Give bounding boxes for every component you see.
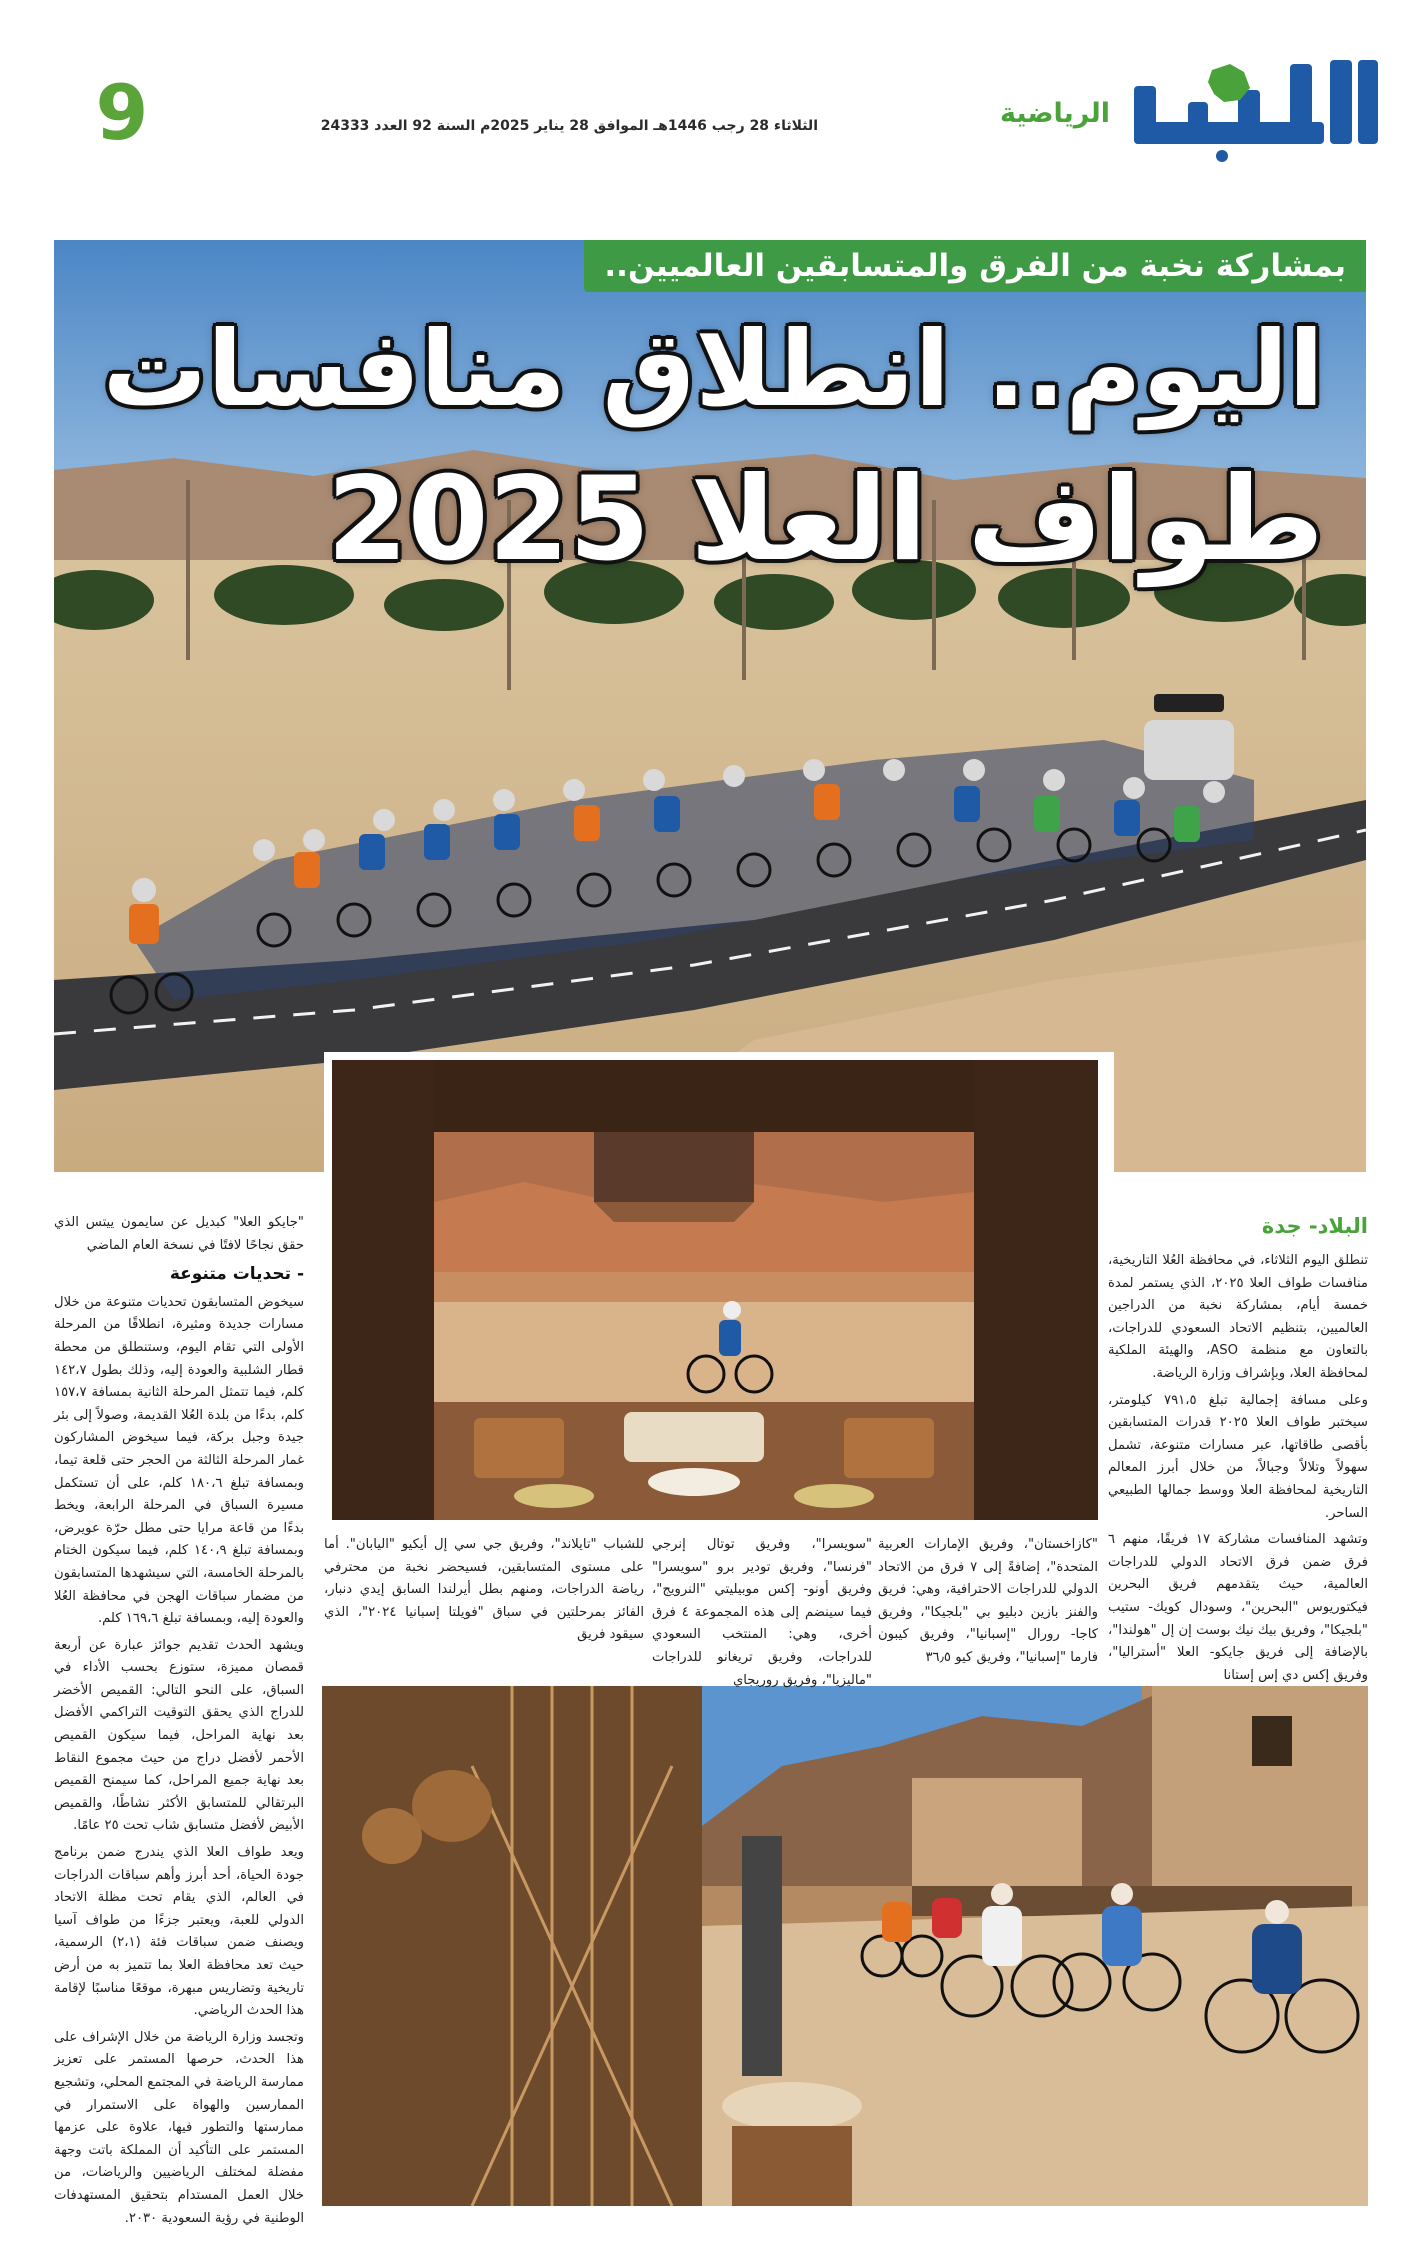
- article-column-right: [1108, 1250, 1368, 1691]
- paragraph: "جايكو العلا" كبديل عن سايمون ييتس الذي حقق نجاحًا لافتًا في نسخة العام الماضي: [54, 1215, 304, 1253]
- newspaper-logo: [1130, 50, 1380, 170]
- paragraph: للشباب "تايلاند"، وفريق جي سي إل أيكيو "اليابان". أما على مستوى المتسابقين، فسيحضر نخبة من محترفي رياضة الدراجات، ومنهم بطل أيرلندا السابق إيدي دنبار، الفائز بمرحلتين في سباق "فويلتا إسبانيا ٢٠٢٤"، الذي سيقود فريق: [324, 1537, 644, 1643]
- article-column-mid-3: [324, 1534, 644, 1651]
- paragraph: وتشهد المنافسات مشاركة ١٧ فريقًا، منهم ٦ فرق ضمن فرق الاتحاد الدولي للدراجات العالمية، حيث يتقدمهم فريق البحرين فيكتوريوس "البحرين"، وسودال كويك- ستيب "بلجيكا"، وفريق بيك نيك بوست إن إل "هولندا"، بالإضافة إلى فريق جايكو- العلا "أستراليا"، وفريق إكس دي إس إستانا: [1108, 1532, 1368, 1683]
- old-town-peloton-photo: [322, 1686, 1368, 2206]
- dateline: الثلاثاء 28 رجب 1446هـ الموافق 28 يناير 2025م السنة 92 العدد 24333: [320, 118, 818, 134]
- byline: البلاد- جدة: [1261, 1214, 1368, 1238]
- paragraph: تنطلق اليوم الثلاثاء، في محافظة العُلا التاريخية، منافسات طواف العلا ٢٠٢٥، الذي يستمر لمدة خمسة أيام، بمشاركة نخبة من الدراجين العالميين، بتنظيم الاتحاد السعودي للدراجات، بالتعاون مع منظمة ASO، والهيئة الملكية لمحافظة العلا، وبإشراف وزارة الرياضة.: [1108, 1253, 1368, 1381]
- headline-line-1: اليوم.. انطلاق منافسات: [102, 308, 1324, 430]
- subheading: - تحديات متنوعة: [169, 1264, 304, 1285]
- paragraph: ويعد طواف العلا الذي يندرج ضمن برنامج جودة الحياة، أحد أبرز وأهم سباقات الدراجات في العالم، الذي يقام تحت مظلة الاتحاد الدولي للعبة، ويعتبر جزءًا من طواف آسيا ويصنف ضمن سباقات فئة (٢،١) الرسمية، حيث تعد محافظة العلا بما تتميز به من أرض تاريخية وتضاريس مبهرة، موقعًا مناسبًا لإقامة هذا الحدث الرياضي.: [54, 1845, 304, 2019]
- paragraph: "كازاخستان"، وفريق الإمارات العربية المتحدة"، إضافةً إلى ٧ فرق من الاتحاد الدولي للدراجات الاحترافية، وهي: فريق والفنز بازين دبليو بي "بلجيكا"، وفريق كاجا- رورال "إسبانيا"، وفريق كيبون فارما "إسبانيا"، وفريق كيو ٣٦٫٥: [878, 1537, 1098, 1665]
- paragraph: وعلى مسافة إجمالية تبلغ ٧٩١،٥ كيلومتر، سيختبر طواف العلا ٢٠٢٥ قدرات المتسابقين بأقصى طاقاتها، عبر مسارات متنوعة، تشمل سهولاً وتلالاً وجبالاً، من خلال أبرز المعالم التاريخية لمحافظة العلا ووسط جمالها الطبيعي الساحر.: [1108, 1392, 1368, 1521]
- doorway-cyclist-photo: [324, 1052, 1114, 1528]
- page-number: 9: [95, 68, 149, 157]
- paragraph: ويشهد الحدث تقديم جوائز عبارة عن أربعة قمصان مميزة، ستوزع بحسب الأداء في السباق، على النحو التالي: القميص الأخضر للدراج الذي يحقق التوقيت التراكمي الأفضل بعد نهاية المراحل، فيما سيكون القميص الأحمر لأفضل دراج من حيث مجموع النقاط بعد نهاية جميع المراحل، كما سيمنح القميص البرتقالي للمتسابق الأكثر نشاطًا، والقميص الأبيض لأفضل متسابق شاب تحت ٢٥ عامًا.: [54, 1637, 304, 1834]
- paragraph: "سويسرا"، وفريق توتال إنرجي "فرنسا"، وفريق تودير برو "سويسرا" وفريق أونو- إكس موبيليتي "النرويج"، فيما سينضم إلى هذه المجموعة ٤ فرق أخرى، وهي: المنتخب السعودي للدراجات، وفريق تريغانو للدراجات "ماليزيا"، وفريق روريجاي: [652, 1537, 872, 1688]
- paragraph: وتجسد وزارة الرياضة من خلال الإشراف على هذا الحدث، حرصها المستمر على تعزيز ممارسة الرياضة في المجتمع المحلي، وتشجيع الممارسين والهواة على الاستمرار في ممارستها والتطور فيها، علاوة على عزمها المستمر على التأكيد أن المملكة باتت وجهة مفضلة لمختلف الرياضيين والرياضات، من خلال العمل المستدام بتحقيق المستهدفات الوطنية في رؤية السعودية ٢٠٣٠.: [54, 2029, 304, 2226]
- paragraph: سيخوض المتسابقون تحديات متنوعة من خلال مسارات جديدة ومثيرة، انطلاقًا من المرحلة الأولى التي تقام اليوم، وستنطلق من محطة قطار الشلبية والعودة إليه، وذلك بطول ١٤٢،٧ كلم، فيما تتمثل المرحلة الثانية بمسافة ١٥٧،٧ كلم، بدءًا من بلدة العُلا القديمة، وصولاً إلى بئر جيدة وجبل بركة، فيما سيخوض المشاركون غمار المرحلة الثالثة من الحجر حتى قلعة تيما، وبمسافة تبلغ ١٨٠،٦ كلم، على أن تستكمل مسيرة السباق في المرحلة الرابعة، ويخط بدءًا من قاعة مرايا حتى مطل حرّة عويرض، وبمسافة تبلغ ١٤٠،٩ كلم، فيما سيكون الختام بالمرحلة الخامسة، التي سيشهدها المتسابقون من مضمار سباقات الهجن في محافظة العُلا والعودة إليه، وبمسافة تبلغ ١٦٩،٦ كلم.: [54, 1294, 304, 1627]
- section-label: الرياضية: [1000, 98, 1110, 129]
- article-column-left: [54, 1212, 304, 2234]
- article-column-mid-2: [652, 1534, 872, 1696]
- headline-line-2: طواف العلا 2025: [327, 452, 1324, 587]
- kicker-banner: بمشاركة نخبة من الفرق والمتسابقين العالميين..: [584, 240, 1366, 292]
- hero-photo: [54, 240, 1366, 1172]
- article-column-mid-1: [878, 1534, 1098, 1674]
